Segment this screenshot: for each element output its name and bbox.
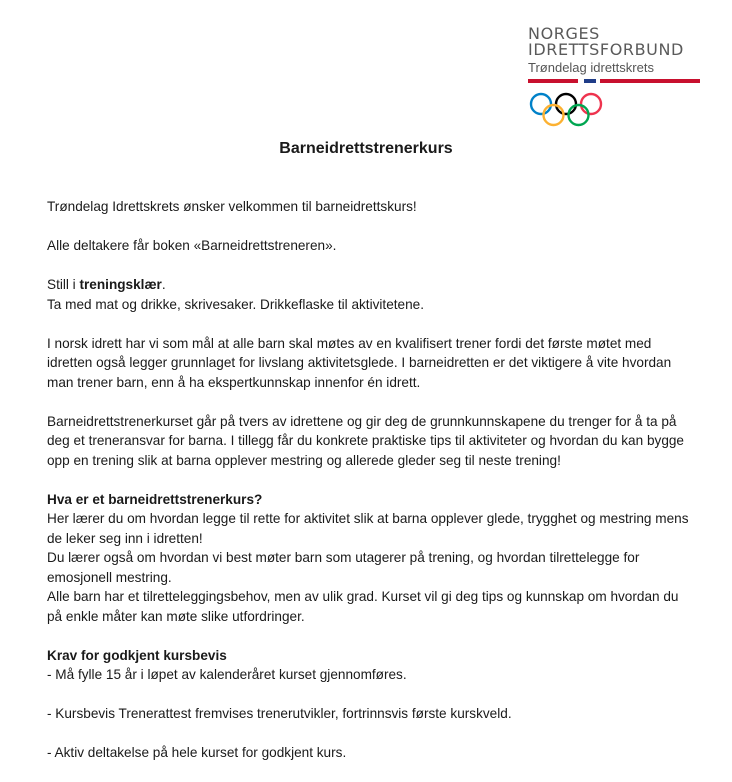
section-hva-er — [47, 490, 697, 627]
section-line: Du lærer også om hvordan vi best møter barn som utagerer på trening, og hvordan tilrettelegge for emosjonell mestring. — [47, 550, 640, 585]
paragraph-norsk-idrett: I norsk idrett har vi som mål at alle barn skal møtes av en kvalifisert trener fordi det første møtet med idretten også legger grunnlaget for livslang aktivitetsglede. I barneidretten er det viktigere å vite hvordan man trener barn, enn å ha ekspertkunnskap innenfor én idrett. — [47, 335, 672, 390]
section-line: Alle barn har et tilretteleggingsbehov, men av ulik grad. Kurset vil gi deg tips og kunnskap om hvordan du på enkle måter kan møte slike utfordringer. — [47, 589, 679, 624]
section-heading: Krav for godkjent kursbevis — [47, 647, 227, 663]
requirement-item: - Kursbevis Trenerattest fremvises trenerutvikler, fortrinnsvis første kurskveld. — [47, 706, 512, 721]
section-line: Her lærer du om hvordan legge til rette for aktivitet slik at barna opplever glede, trygghet og mestring mens de leker seg inn i idretten! — [47, 511, 689, 546]
paragraph-kurset: Barneidrettstrenerkurset går på tvers av idrettene og gir deg de grunnkunnskapene du trenger for å ta på deg et treneransvar for barna. I tillegg får du konkrete praktiske tips til aktiviteter og hvordan du kan bygge opp en trening slik at barna opplever mestring og allerede gleder seg til neste trening! — [47, 413, 684, 468]
document-body — [47, 197, 697, 782]
logo-text-idrettsforbund: IDRETTSFORBUND — [528, 40, 684, 59]
flag-stripe — [528, 79, 700, 83]
book-paragraph: Alle deltakere får boken «Barneidrettstreneren». — [47, 238, 337, 253]
page-title: Barneidrettstrenerkurs — [279, 140, 453, 157]
logo-text-norges: NORGES — [528, 24, 600, 43]
olympic-rings-icon — [528, 92, 604, 128]
clothes-line: Still i treningsklær. — [47, 277, 166, 292]
logo-text-krets: Trøndelag idrettskrets — [528, 60, 654, 75]
requirement-item: - Må fylle 15 år i løpet av kalenderåret kurset gjennomføres. — [47, 667, 407, 682]
requirement-item: - Aktiv deltakelse på hele kurset for godkjent kurs. — [47, 745, 347, 760]
clothes-bold: treningsklær — [79, 277, 162, 292]
nif-logo — [528, 26, 708, 83]
section-heading: Hva er et barneidrettstrenerkurs? — [47, 491, 263, 507]
bring-line: Ta med mat og drikke, skrivesaker. Drikkeflaske til aktivitetene. — [47, 296, 424, 312]
intro-paragraph: Trøndelag Idrettskrets ønsker velkommen til barneidrettskurs! — [47, 199, 417, 214]
